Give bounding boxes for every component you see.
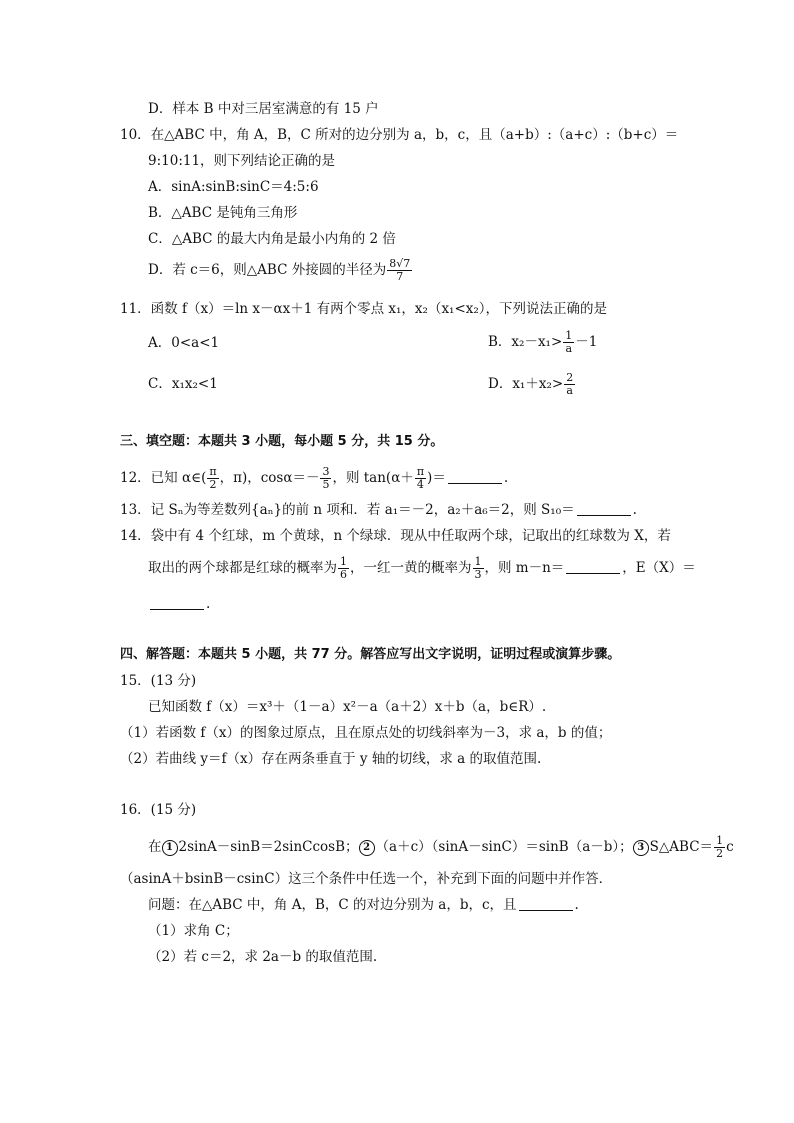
fraction-denominator: 6 <box>340 568 347 581</box>
q12-text-3: ，则 tan(α＋ <box>332 470 414 486</box>
q11-option-b-fraction <box>563 330 574 355</box>
q13-text: 13．记 Sₙ为等差数列{aₙ}的前 n 项和．若 a₁＝－2，a₂＋a₆＝2，则 S₁₀＝ <box>120 502 575 518</box>
q12-fraction-pi-4 <box>415 466 426 491</box>
q12-fraction-pi-2 <box>207 466 218 491</box>
q10-option-c: C．△ABC 的最大内角是最小内角的 2 倍 <box>148 231 396 247</box>
q12-text-2: ，π)，cosα＝－ <box>219 470 320 486</box>
q14-line2 <box>148 556 696 581</box>
fraction-denominator: a <box>565 342 573 355</box>
q16-fraction-1-2 <box>714 835 725 860</box>
fraction-denominator: 3 <box>474 568 482 581</box>
q10-stem-line2: 9:10:11，则下列结论正确的是 <box>148 153 336 169</box>
q10-radius-fraction <box>387 258 412 283</box>
q11-option-d <box>488 372 576 397</box>
q12-text-end: . <box>503 470 509 486</box>
q14-text-4: ，E（X）＝ <box>622 560 696 576</box>
answer-blank <box>150 595 204 610</box>
q10-option-d <box>148 258 413 283</box>
fraction-denominator: 7 <box>396 270 404 283</box>
q11-option-a: A．0<a<1 <box>148 335 220 351</box>
answer-blank <box>448 469 502 484</box>
fraction-numerator: π <box>416 465 425 478</box>
q10-option-b: B．△ABC 是钝角三角形 <box>148 205 298 221</box>
q12-fraction-3-5 <box>320 466 331 491</box>
fraction-denominator: 5 <box>322 478 330 491</box>
circled-number-2: 2 <box>359 840 375 856</box>
fraction-numerator: π <box>209 465 217 478</box>
q16-conditions <box>148 835 734 860</box>
fraction-denominator: 2 <box>209 478 217 491</box>
q15-part2: （2）若曲线 y＝f（x）存在两条垂直于 y 轴的切线，求 a 的取值范围. <box>120 751 542 767</box>
q11-option-b-text: B．x₂－x₁> <box>488 334 563 350</box>
fraction-denominator: 2 <box>716 847 724 860</box>
answer-blank <box>577 501 631 516</box>
q14-text-1: 取出的两个球都是红球的概率为 <box>148 560 337 576</box>
q11-option-c: C．x₁x₂<1 <box>148 376 218 392</box>
fraction-denominator: a <box>566 384 573 397</box>
fraction-numerator: 2 <box>566 371 574 384</box>
q11-option-b-tail: －1 <box>575 334 598 350</box>
q16-problem-text: 问题：在△ABC 中，角 A，B，C 的对边分别为 a，b，c，且 <box>148 897 517 913</box>
q12-text-1: 12．已知 α∈( <box>120 470 207 486</box>
q14-line1: 14．袋中有 4 个红球，m 个黄球，n 个绿球．现从中任取两个球，记取出的红球数为 X，若 <box>120 528 671 544</box>
q16-condition-2: （a＋c）（sinA－sinC）＝sinB（a－b）； <box>375 839 633 855</box>
q10-option-a: A．sinA:sinB:sinC＝4:5:6 <box>148 179 319 195</box>
circled-number-3: 3 <box>633 840 649 856</box>
q13-line <box>120 500 637 520</box>
q16-condition-1: 2sinA－sinB＝2sinCcosB； <box>178 839 359 855</box>
q12-line <box>120 466 508 491</box>
q16-problem <box>148 895 579 915</box>
q14-text-3: ，则 m－n＝ <box>484 560 565 576</box>
q11-stem: 11．函数 f（x）＝ln x－αx＋1 有两个零点 x₁，x₂（x₁<x₂），下列说法正确的是 <box>120 301 608 317</box>
section-4-heading: 四、解答题：本题共 5 小题，共 77 分。解答应写出文字说明，证明过程或演算步骤。 <box>120 647 621 662</box>
q9-option-d: D．样本 B 中对三居室满意的有 15 户 <box>148 101 379 117</box>
fraction-numerator: 3 <box>322 465 330 478</box>
q14-line3 <box>148 594 210 614</box>
q11-option-d-text: D．x₁＋x₂> <box>488 376 564 392</box>
q14-fraction-1-6 <box>338 556 349 581</box>
q14-fraction-1-3 <box>473 556 484 581</box>
q16-head: 16．(15 分) <box>120 802 197 818</box>
section-3-heading: 三、填空题：本题共 3 小题，每小题 5 分，共 15 分。 <box>120 434 444 449</box>
q12-text-4: )＝ <box>427 470 446 486</box>
q16-condition-3-tail: c <box>726 839 734 855</box>
fraction-numerator: 8√7 <box>389 257 411 270</box>
q14-text-end: . <box>206 596 211 612</box>
q11-option-b <box>488 330 597 355</box>
q15-head: 15．(13 分) <box>120 673 197 689</box>
fraction-numerator: 1 <box>716 834 724 847</box>
fraction-denominator: 4 <box>416 478 424 491</box>
answer-blank <box>519 896 573 911</box>
q16-problem-end: . <box>574 897 579 913</box>
q16-line2: （asinA＋bsinB－csinC）这三个条件中任选一个，补充到下面的问题中并作答． <box>120 871 613 887</box>
fraction-numerator: 1 <box>565 329 573 342</box>
q10-option-d-text: D．若 c＝6，则△ABC 外接圆的半径为 <box>148 262 387 278</box>
q13-text-end: . <box>632 502 637 518</box>
q16-text-pre: 在 <box>148 839 162 855</box>
q10-stem-line1: 10．在△ABC 中，角 A，B，C 所对的边分别为 a，b，c，且（a+b）:（a+c）:（b+c）＝ <box>120 127 679 143</box>
answer-blank <box>566 559 620 574</box>
q11-option-d-fraction <box>564 372 575 397</box>
q15-part1: （1）若函数 f（x）的图象过原点，且在原点处的切线斜率为－3，求 a，b 的值； <box>120 725 612 741</box>
fraction-numerator: 1 <box>474 555 482 568</box>
q16-condition-3: S△ABC＝ <box>649 839 714 855</box>
circled-number-1: 1 <box>162 840 178 856</box>
q14-text-2: ，一红一黄的概率为 <box>350 560 472 576</box>
q15-given: 已知函数 f（x）＝x³＋（1－a）x²－a（a＋2）x＋b（a，b∈R）. <box>148 699 547 715</box>
q16-part2: （2）若 c＝2，求 2a－b 的取值范围. <box>148 949 378 965</box>
q16-part1: （1）求角 C； <box>148 923 239 939</box>
fraction-numerator: 1 <box>340 555 347 568</box>
